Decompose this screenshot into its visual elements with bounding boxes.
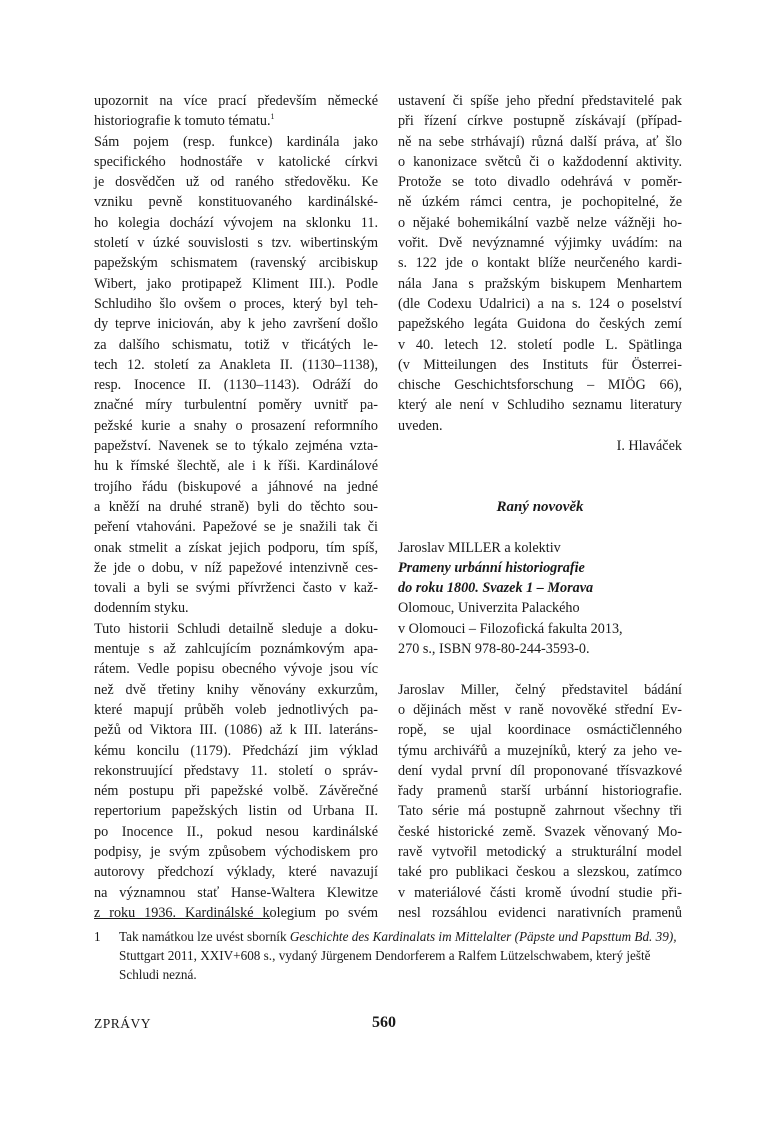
text-line: Protože se toto divadlo odehrává v poměr- — [398, 174, 682, 191]
text-line: za dalšího schismatu, totiž v třicátých le- — [94, 336, 378, 353]
text-line: chische Geschichtsforschung – MIÖG 66), — [398, 377, 682, 394]
footnote-reference[interactable]: 1 — [270, 112, 275, 122]
text-line: a kněží na druhé straně) byli do těchto sou- — [94, 498, 378, 515]
text-line: vořit. Dvě nevýznamné výjimky uvádím: na — [398, 235, 682, 252]
text-line: o kanonizace světců či o každodenní aktivity. — [398, 153, 682, 170]
text-line: (dle Codexu Udalrici) a na s. 124 o poselství — [398, 295, 682, 312]
page-number: 560 — [372, 1014, 396, 1031]
book-title-line: Prameny urbánní historiografie — [398, 559, 585, 576]
text-line: rekonstruující představy 11. století o správ- — [94, 762, 378, 779]
text-line: o dějinách měst v raně novověké střední Ev- — [398, 701, 682, 718]
text-line: peření vtahováni. Papežové se je snažili tak či — [94, 519, 378, 536]
footnote-text-end: Stuttgart 2011, XXIV+608 s., vydaný Jürgenem Dendorferem a Ralfem Lützelschwabem, který ještě Schludi nezná. — [119, 948, 651, 982]
text-line: v materiálové části kromě úvodní studie při- — [398, 884, 682, 901]
text-line: ném postupu při papežské volbě. Závěrečné — [94, 783, 378, 800]
text-line: Jaroslav Miller, čelný představitel bádání — [398, 681, 682, 698]
text-line: o nějaké bohemikální vazbě nelze vážněji ho- — [398, 214, 682, 231]
text-line: rátem. Vedle popisu obecného vývoje jsou víc — [94, 661, 378, 678]
text-line-content: historiografie k tomuto tématu. — [94, 113, 271, 130]
text-line: hu k římské šlechtě, ale i k říši. Kardinálové — [94, 458, 378, 475]
text-line: ravě vytvořil metodický a strukturální model — [398, 843, 682, 860]
text-line: podpisy, je svým způsobem východiskem pro — [94, 843, 378, 860]
text-line: značné míry turbulentní poměry uvnitř pa- — [94, 397, 378, 414]
text-line: ně na sebe strhávají) různá další práva, ať šlo — [398, 133, 682, 150]
text-line: pežské kurie a snahy o prosazení reformního — [94, 417, 378, 434]
text-line: který ale není v Schludiho seznamu literatury — [398, 397, 682, 414]
text-line: resp. Inocence II. (1130–1143). Odráží do — [94, 377, 378, 394]
text-line: upozornit na více prací především německé — [94, 93, 378, 109]
text-line: v 40. letech 12. století podle L. Spätlinga — [398, 336, 682, 353]
text-line: řady pramenů starší urbánní historiografie. — [398, 783, 682, 800]
text-line: české historické země. Svazek věnovaný Mo- — [398, 823, 682, 840]
text-line: století v úzké souvislosti s tzv. wibertinským — [94, 235, 378, 252]
footnote-text-start: Tak namátkou lze uvést sborník — [119, 929, 290, 944]
text-line: vzniku pevně konstituovaného kardinálské- — [94, 194, 378, 211]
text-line: autorovy předchozí výklady, které navazují — [94, 864, 378, 881]
book-publication-line: 270 s., ISBN 978-80-244-3593-0. — [398, 641, 590, 658]
text-line: kému koncilu (1179). Předchází jim výklad — [94, 742, 378, 759]
section-heading: Raný novověk — [496, 498, 584, 515]
text-line: ně úzkém rámci centra, je pochopitelné, že — [398, 194, 682, 211]
text-line: dení vydal první díl proponované třísvazkové — [398, 762, 682, 779]
text-line: také pro publikaci českou a slezskou, zatímco — [398, 864, 682, 881]
text-line: ropě, se ujal koordinace osmáctičlenného — [398, 722, 682, 739]
text-line — [94, 111, 378, 131]
text-line: repertorium papežských listin od Urbana II. — [94, 803, 378, 820]
text-line: specifického hodnostáře v katolické církvi — [94, 153, 378, 170]
text-line: na významnou stať Hanse-Waltera Klewitze — [94, 884, 378, 901]
text-line: že jde o dobu, v níž papežové intenzivně ces- — [94, 559, 378, 576]
text-line: Wibert, jako protipapež Kliment III.). Podle — [94, 275, 378, 292]
text-line: je dosvědčen už od raného středověku. Ke — [94, 174, 378, 191]
text-line: ustavení či spíše jeho přední představitelé pak — [398, 93, 682, 109]
text-line: papežského legáta Guidona do českých zemí — [398, 316, 682, 333]
text-line: pežů od Viktora III. (1086) až k III. lateráns- — [94, 722, 378, 739]
text-line: mentuje s až zahlcujícím poznámkovým apa- — [94, 641, 378, 658]
text-line: po Inocence II., pokud nesou kardinálské — [94, 823, 378, 840]
text-line: týmu archivářů a muzejníků, který za jeho ve- — [398, 742, 682, 759]
left-column — [94, 91, 378, 923]
text-line: tovali a byli se svými přívrženci často v kaž- — [94, 580, 378, 597]
text-line: než dvě třetiny knihy věnovány exkurzům, — [94, 681, 378, 698]
text-line: tech 12. století za Anakleta II. (1130–1138), — [94, 356, 378, 373]
text-line: uveden. — [398, 417, 443, 434]
footnote-number: 1 — [94, 929, 101, 944]
text-line: Tato série má postupně zahrnout všechny tři — [398, 803, 682, 820]
right-column — [398, 91, 682, 923]
text-line: které mapují průběh voleb jednotlivých pa- — [94, 701, 378, 718]
text-line: onak stmelit a získat jejich podporu, tím spíš, — [94, 539, 378, 556]
book-authors: Jaroslav MILLER a kolektiv — [398, 539, 561, 556]
review-author: I. Hlaváček — [616, 438, 682, 455]
text-line: s. 122 jde o kontakt blíže neurčeného kardi- — [398, 255, 682, 272]
book-title-line: do roku 1800. Svazek 1 – Morava — [398, 580, 594, 597]
text-line: při řízení církve postupně získávají (případ- — [398, 113, 682, 130]
text-line: nála Jana s pražským biskupem Menhartem — [398, 275, 682, 292]
book-publication-line: v Olomouci – Filozofická fakulta 2013, — [398, 620, 623, 637]
footnote-divider — [94, 918, 270, 919]
text-line: Sám pojem (resp. funkce) kardinála jako — [94, 133, 378, 150]
text-line: Schludiho šlo ovšem o proces, který byl teh- — [94, 295, 378, 312]
text-line: papežským schismatem (ravenský arcibiskup — [94, 255, 378, 272]
text-line: trojího řádu (biskupové a jáhnové na jedné — [94, 478, 378, 495]
text-line: dy teprve iniciován, aby k jeho završení došlo — [94, 316, 378, 333]
text-line: papežství. Navenek se to týkalo zejména vzta- — [94, 438, 378, 455]
text-line: (v Mitteilungen des Instituts für Österrei- — [398, 356, 682, 373]
footnote-text — [119, 927, 684, 984]
text-line: ho kolegia dochází vývojem na sklonku 11. — [94, 214, 378, 231]
text-line: Tuto historii Schludi detailně sleduje a doku- — [94, 620, 378, 637]
text-line: z roku 1936. Kardinálské kolegium po svém — [94, 904, 378, 921]
book-publication-line: Olomouc, Univerzita Palackého — [398, 600, 580, 617]
section-label: ZPRÁVY — [94, 1016, 152, 1031]
footnote-cited-title: Geschichte des Kardinalats im Mittelalter (Päpste und Papsttum Bd. 39), — [289, 929, 677, 944]
text-line: nesl rozsáhlou evidenci narativních pramenů — [398, 904, 682, 921]
text-line: dodenním styku. — [94, 600, 189, 617]
